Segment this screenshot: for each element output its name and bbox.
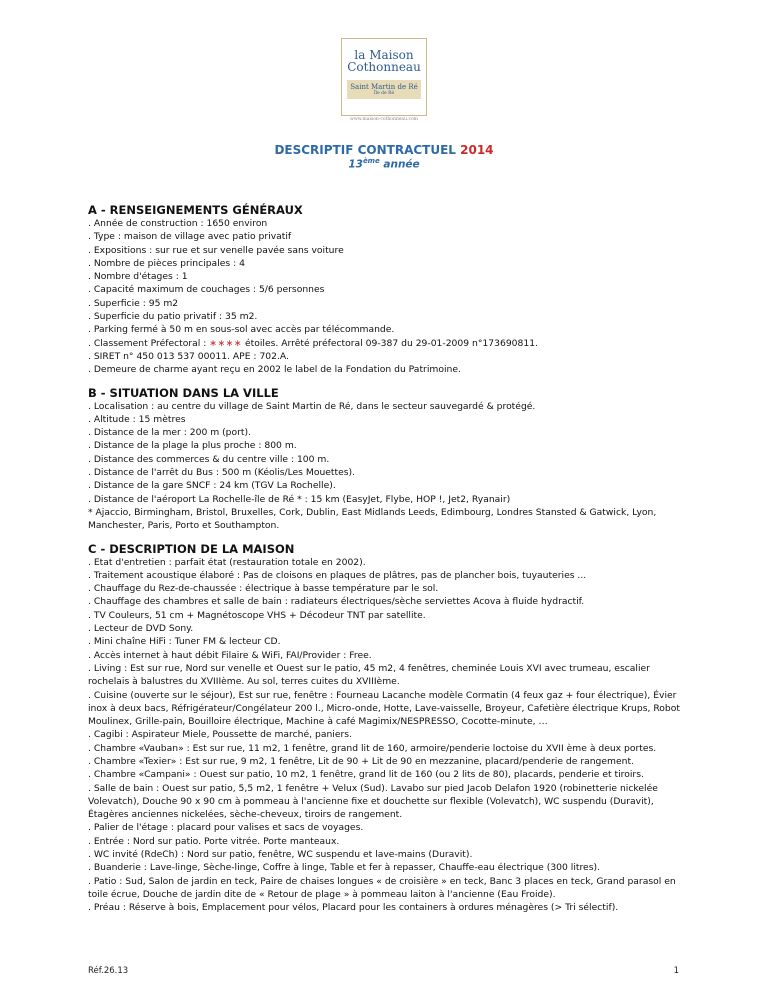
list-item: . Salle de bain : Ouest sur patio, 5,5 m2, 1 fenêtre + Velux (Sud). Lavabo sur pied Jacob Delafon 1920 (robinetterie nickelée Volevatch), Douche 90 x 90 cm à pommeau à l'ancienne fixe et douchette sur flexible (Volevatch), WC suspendu (Duravit), Étagères anciennes nickelées, sèche-cheveux, tiroirs de rangement. — [88, 782, 658, 821]
title-year: 2014 — [460, 143, 494, 157]
logo-band — [347, 80, 421, 99]
list-item: . Palier de l'étage : placard pour valises et sacs de voyages. — [88, 822, 364, 834]
list-item: . Préau : Réserve à bois, Emplacement pour vélos, Placard pour les containers à ordures ménagères (> Tri sélectif). — [88, 902, 619, 914]
list-item: . Distance de la plage la plus proche : 800 m. — [88, 440, 297, 452]
logo-line-1: la Maison — [354, 48, 414, 62]
list-item: . Mini chaîne HiFi : Tuner FM & lecteur CD. — [88, 636, 281, 648]
list-item: . Chauffage du Rez-de-chaussée : électrique à basse température par le sol. — [88, 583, 439, 595]
list-item: . Distance de la gare SNCF : 24 km (TGV La Rochelle). — [88, 480, 336, 492]
list-item: . Chauffage des chambres et salle de bain : radiateurs électriques/sèche serviettes Acova à fluide hydractif. — [88, 596, 585, 608]
list-item: . SIRET n° 450 013 537 00011. APE : 702.A. — [88, 350, 289, 362]
list-item: . Superficie : 95 m2 — [88, 297, 179, 309]
brand-logo — [341, 38, 427, 116]
list-item: . Année de construction : 1650 environ — [88, 218, 268, 229]
list-item: . Chambre «Campani» : Ouest sur patio, 10 m2, 1 fenêtre, grand lit de 160 (ou 2 lits de 80), placards, penderie et tiroirs. — [88, 769, 644, 781]
list-item: . Lecteur de DVD Sony. — [88, 623, 194, 635]
section-heading: A - RENSEIGNEMENTS GÉNÉRAUX — [88, 203, 303, 217]
title-text: DESCRIPTIF CONTRACTUEL — [274, 143, 456, 157]
list-item: . Parking fermé à 50 m en sous-sol avec accès par télécommande. — [88, 324, 395, 336]
list-item: . Distance de la mer : 200 m (port). — [88, 427, 252, 439]
list-item: . Distance des commerces & du centre ville : 100 m. — [88, 453, 330, 465]
list-item: . Traitement acoustique élaboré : Pas de cloisons en plaques de plâtres, pas de plancher bois, tuyauteries ... — [88, 569, 587, 581]
list-item: . Living : Est sur rue, Nord sur venelle et Ouest sur le patio, 45 m2, 4 fenêtres, cheminée Louis XVI avec trumeau, escalier rochelais à balustres du XVIIIème. Au sol, terres cuites du XVIIIème. — [88, 662, 650, 688]
list-item: . Chambre «Texier» : Est sur rue, 9 m2, 1 fenêtre, Lit de 90 + Lit de 90 en mezzanine, placard/penderie de rangement. — [88, 755, 634, 767]
list-item: . Patio : Sud, Salon de jardin en teck, Paire de chaises longues « de croisière » en teck, Banc 3 places en teck, Grand parasol en toile écrue, Douche de jardin dite de « Retour de plage » à pommeau laiton à l'ancienne (Eau Froide). — [88, 875, 676, 900]
list-item: . Localisation : au centre du village de Saint Martin de Ré, dans le secteur sauvegardé & protégé. — [88, 400, 536, 412]
list-item: . Cagibi : Aspirateur Miele, Poussette de marché, paniers. — [88, 729, 352, 741]
section-general — [88, 204, 688, 377]
list-item: . Cuisine (ouverte sur le séjour), Est sur rue, fenêtre : Fourneau Lacanche modèle Cormatin (4 feux gaz + four électrique), Évier inox à deux bacs, Réfrigérateur/Congélateur 200 l., Micro-onde, Hotte, Lave-vaisselle, Broyeur, Cafetière électrique Krups, Robot Moulinex, Grille-pain, Bouilloire électrique, Machine à café Magimix/NESPRESSO, Cocotte-minute, … — [88, 689, 680, 728]
list-item: . Chambre «Vauban» : Est sur rue, 11 m2, 1 fenêtre, grand lit de 160, armoire/penderie loctoise du XVII ème à deux portes. — [88, 742, 657, 754]
section-heading: B - SITUATION DANS LA VILLE — [88, 385, 279, 400]
list-item: . Expositions : sur rue et sur venelle pavée sans voiture — [88, 244, 344, 256]
list-item: . Accès internet à haut débit Filaire & WiFi, FAI/Provider : Free. — [88, 649, 372, 661]
list-item: . Superficie du patio privatif : 35 m2. — [88, 311, 258, 323]
list-item: . Nombre de pièces principales : 4 — [88, 257, 245, 269]
document-title — [0, 143, 768, 157]
list-item: . Distance de l'arrêt du Bus : 500 m (Kéolis/Les Mouettes). — [88, 467, 356, 479]
classement-detail: étoiles. Arrêté préfectoral 09-387 du 29-01-2009 n°173690811. — [242, 337, 538, 349]
list-item: . Etat d'entretien : parfait état (restauration totale en 2002). — [88, 556, 366, 568]
footer-reference: Réf.26.13 — [88, 966, 129, 976]
logo-line-2: Cothonneau — [347, 60, 421, 74]
list-item: . WC invité (RdeCh) : Nord sur patio, fenêtre, WC suspendu et lave-mains (Duravit). — [88, 849, 473, 861]
edition-number: 13 — [348, 158, 363, 171]
section-description — [88, 543, 688, 915]
list-item: . Type : maison de village avec patio privatif — [88, 231, 292, 243]
section-heading: C - DESCRIPTION DE LA MAISON — [88, 541, 295, 556]
edition-superscript: ème — [362, 157, 380, 165]
list-item: . Nombre d'étages : 1 — [88, 271, 188, 283]
list-item: . Entrée : Nord sur patio. Porte vitrée. Porte manteaux. — [88, 835, 340, 847]
section-location — [88, 387, 688, 533]
list-item: . TV Couleurs, 51 cm + Magnétoscope VHS + Décodeur TNT par satellite. — [88, 609, 426, 621]
list-item: . Distance de l'aéroport La Rochelle-île de Ré * : 15 km (EasyJet, Flybe, HOP !, Jet2, Ryanair) — [88, 493, 511, 505]
classement-label: . Classement Préfectoral : — [88, 337, 210, 349]
list-item: . Demeure de charme ayant reçu en 2002 le label de la Fondation du Patrimoine. — [88, 364, 461, 376]
document-subtitle — [0, 157, 768, 171]
document-body — [88, 204, 688, 925]
page-number: 1 — [673, 966, 679, 976]
logo-line-3: Saint Martin de Ré — [350, 83, 418, 91]
logo-url: www.maison-cothonneau.com — [350, 117, 418, 122]
list-item: . Altitude : 15 mètres — [88, 413, 186, 425]
edition-word: année — [383, 158, 420, 171]
list-item: . Capacité maximum de couchages : 5/6 personnes — [88, 284, 325, 296]
classement-line — [88, 337, 688, 350]
list-item: * Ajaccio, Birmingham, Bristol, Bruxelles, Cork, Dublin, East Midlands Leeds, Edimbourg, Londres Stansted & Gatwick, Lyon, Manchester, Paris, Porto et Southampton. — [88, 506, 657, 532]
star-rating: ∗∗∗∗ — [209, 337, 243, 349]
logo-line-4: Île de Ré — [373, 91, 395, 96]
list-item: . Buanderie : Lave-linge, Sèche-linge, Coffre à linge, Table et fer à repasser, Chauffe-eau électrique (300 litres). — [88, 862, 600, 874]
